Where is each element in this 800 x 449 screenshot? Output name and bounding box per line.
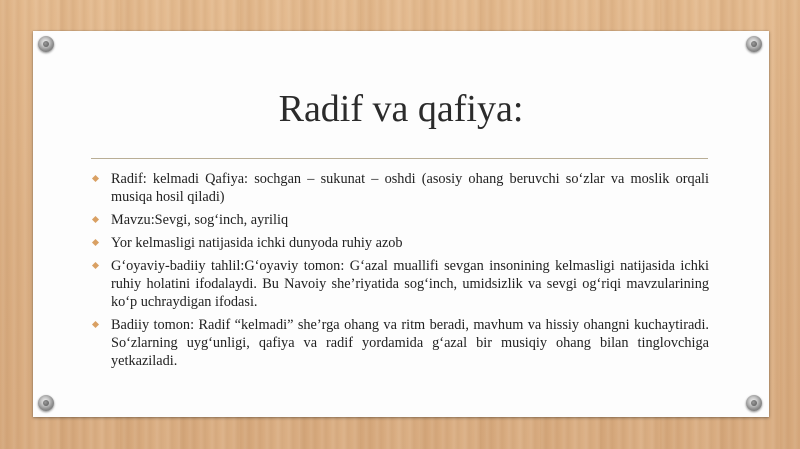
pushpin-icon [38, 395, 54, 411]
bullet-text: Radif: kelmadi Qafiya: sochgan – sukunat – oshdi (asosiy ohang beruvchi so‘zlar va moslik orqali musiqa hosil qiladi) [111, 171, 709, 205]
bullet-text: Yor kelmasligi natijasida ichki dunyoda ruhiy azob [111, 235, 403, 251]
diamond-bullet-icon [92, 239, 99, 246]
diamond-bullet-icon [92, 175, 99, 182]
slide-paper [33, 31, 769, 417]
bullet-item [111, 170, 709, 206]
diamond-bullet-icon [92, 321, 99, 328]
diamond-bullet-icon [92, 262, 99, 269]
diamond-bullet-icon [92, 216, 99, 223]
bullet-item [111, 211, 709, 229]
pushpin-icon [746, 36, 762, 52]
bullet-text: G‘oyaviy-badiiy tahlil:G‘oyaviy tomon: G‘azal muallifi sevgan insonining kelmasligi natijasida ichki ruhiy holatini ifodalaydi. Bu Navoiy she’riyatida sog‘inch, umidsizlik va sevgi og‘riqi mavzularining ko‘p uchraydigan ifodasi. [111, 258, 709, 310]
pushpin-icon [38, 36, 54, 52]
bullet-item [111, 316, 709, 370]
bullet-item [111, 257, 709, 311]
bullet-list [111, 170, 709, 375]
bullet-item [111, 234, 709, 252]
title-divider [91, 158, 708, 159]
pushpin-icon [746, 395, 762, 411]
slide-title: Radif va qafiya: [278, 88, 524, 130]
bullet-text: Mavzu:Sevgi, sog‘inch, ayriliq [111, 212, 289, 228]
bullet-text: Badiiy tomon: Radif “kelmadi” she’rga ohang va ritm beradi, mavhum va hissiy ohangni kuchaytiradi. So‘zlarning uyg‘unligi, qafiya va radif yordamida g‘azal bir musiqiy ohang bilan tinglovchiga yetkaziladi. [111, 317, 709, 369]
